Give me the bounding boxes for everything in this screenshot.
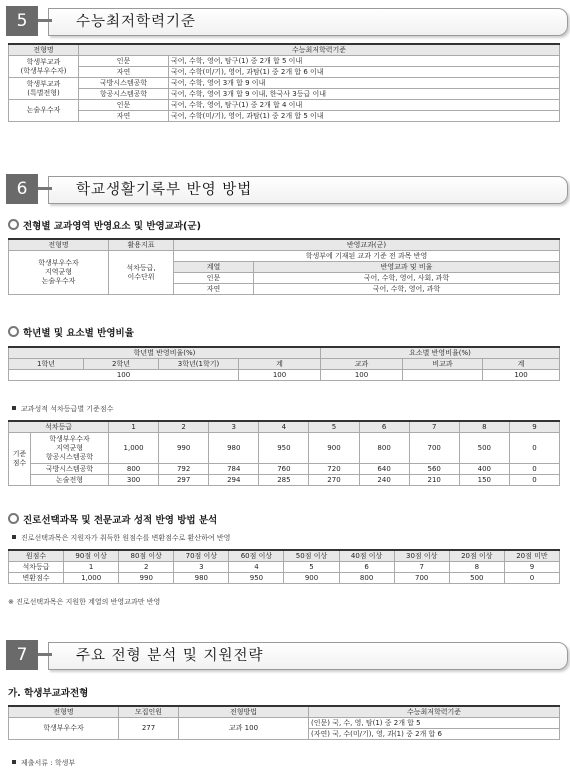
- table-cell: 3: [174, 562, 229, 573]
- table-cell: 297: [159, 475, 209, 486]
- table-cell: 980: [174, 573, 229, 584]
- table-cell: 300: [109, 475, 159, 486]
- circle-bullet-icon: [8, 326, 19, 337]
- table-cell: 5: [284, 562, 339, 573]
- table-cell: 784: [209, 464, 259, 475]
- admission-table: 전형명 모집인원 전형방법 수능최저학력기준 학생부우수자 277 교과 100 (인문) 국, 수, 영, 탐(1) 중 2개 합 5 (자연) 국, 수(미/기), 영, 과(1) 중 2개 합 6: [8, 705, 560, 740]
- circle-bullet-icon: [8, 219, 19, 230]
- table-cell: 석차등급: [9, 562, 64, 573]
- table-cell: 150: [459, 475, 509, 486]
- table-cell: 900: [309, 433, 359, 464]
- section-title: 주요 전형 분석 및 지원전략: [76, 648, 264, 664]
- table-cell: 270: [309, 475, 359, 486]
- table-cell: 0: [504, 573, 559, 584]
- table-cell: 900: [284, 573, 339, 584]
- square-bullet-icon: [12, 760, 16, 764]
- table-cell: 6: [339, 562, 394, 573]
- section-6-header: [6, 174, 566, 204]
- section-7-header: [6, 640, 566, 670]
- subject-table: 전형명 활용지표 반영교과(군) 학생부우수자 지역균형 논술우수자 석차등급, 이수단위 학생부에 기재된 교과 기준 전 과목 반영 계열 반영교과 및 비율 인문 국어, 수학, 영어, 사회, 과학 자연 국어, 수학, 영어, 과학: [8, 238, 560, 295]
- table-cell: 20점 이상: [449, 550, 504, 562]
- circle-bullet-icon: [8, 513, 19, 524]
- table-cell: 980: [209, 433, 259, 464]
- table-cell: 원점수: [9, 550, 64, 562]
- subsection-title: 가. 학생부교과전형: [8, 688, 89, 699]
- subsection-title: 진로선택과목 및 전문교과 성적 반영 방법 분석: [8, 512, 217, 526]
- table-cell: 950: [259, 433, 309, 464]
- table-cell: 500: [449, 573, 504, 584]
- table-cell: 800: [109, 464, 159, 475]
- table-cell: 285: [259, 475, 309, 486]
- table-cell: 0: [509, 475, 559, 486]
- table-cell: 1,000: [64, 573, 119, 584]
- section-5-header: [6, 6, 566, 36]
- table-cell: 560: [409, 464, 459, 475]
- table-cell: 720: [309, 464, 359, 475]
- section-number: 5: [6, 6, 38, 36]
- table-cell: 1,000: [109, 433, 159, 464]
- section-number: 6: [6, 174, 38, 204]
- table-cell: 0: [509, 433, 559, 464]
- table-cell: 700: [394, 573, 449, 584]
- table-cell: 500: [459, 433, 509, 464]
- table-cell: 2: [119, 562, 174, 573]
- table-cell: 8: [449, 562, 504, 573]
- table-cell: 792: [159, 464, 209, 475]
- table-cell: 990: [119, 573, 174, 584]
- table-cell: 80점 이상: [119, 550, 174, 562]
- table-cell: 변환점수: [9, 573, 64, 584]
- table-cell: 240: [359, 475, 409, 486]
- section-title: 학교생활기록부 반영 방법: [76, 182, 253, 198]
- table-cell: 60점 이상: [229, 550, 284, 562]
- table-cell: 760: [259, 464, 309, 475]
- table-cell: 400: [459, 464, 509, 475]
- note: 교과성적 석차등급별 기준점수: [8, 404, 113, 414]
- table-cell: 70점 이상: [174, 550, 229, 562]
- section-title: 수능최저학력기준: [76, 14, 197, 30]
- table-cell: 800: [359, 433, 409, 464]
- table-cell: 7: [394, 562, 449, 573]
- table-cell: 2: [159, 421, 209, 433]
- table-cell: 6: [359, 421, 409, 433]
- table-cell: 20점 미만: [504, 550, 559, 562]
- ratio-table: 학년별 반영비율(%) 요소별 반영비율(%) 1학년 2학년 3학년(1학기) 계 교과 비교과 계 100 100 100 100: [8, 346, 560, 381]
- table-cell: 40점 이상: [339, 550, 394, 562]
- table-cell: 294: [209, 475, 259, 486]
- table-cell: 640: [359, 464, 409, 475]
- table-cell: 210: [409, 475, 459, 486]
- table-cell: 30점 이상: [394, 550, 449, 562]
- min-standard-table: 전형명 수능최저학력기준 학생부교과 (학생부우수자) 인문 국어, 수학, 영어, 탐구(1) 중 2개 합 5 이내 자연 국어, 수학(미/기), 영어, 과탐(1) 중 2개 합 6 이내 학생부교과 (특별전형) 국방시스템공학 국어, 수학, 영어 3개 합 9 이내 항공시스템공학 국어, 수학, 영어 3개 합 9 이내, 한국사 3등급 이내 논술우수자 인문 국어, 수학, 영어, 탐구(1) 중 2개 합 4 이내 자연 국어, 수학(미/기), 영어, 과탐(1) 중 2개 합 5 이내: [8, 43, 560, 122]
- table-cell: 800: [339, 573, 394, 584]
- section-number: 7: [6, 640, 38, 670]
- subsection-title: 학년별 및 요소별 반영비율: [8, 325, 134, 339]
- table-cell: 5: [309, 421, 359, 433]
- note: 제출서류 : 학생부: [8, 758, 75, 768]
- table-cell: 3: [209, 421, 259, 433]
- subsection-title: 전형별 교과영역 반영요소 및 반영교과(군): [8, 218, 201, 232]
- table-cell: 4: [229, 562, 284, 573]
- table-cell: 0: [509, 464, 559, 475]
- conversion-table: [8, 549, 560, 584]
- table-cell: 9: [509, 421, 559, 433]
- table-cell: 8: [459, 421, 509, 433]
- table-cell: 700: [409, 433, 459, 464]
- square-bullet-icon: [12, 535, 16, 539]
- table-cell: 90점 이상: [64, 550, 119, 562]
- table-cell: 1: [109, 421, 159, 433]
- grade-score-table: 석차등급 1 2 3 4 5 6 7 8 9 기준 점수 학생부우수자 지역균형 항공시스템공학 1,000 990 980 950 900 800 700 500 0 국방시스템공학 800 792 784 760 720 640 560 400 0 논술전형 300 297 294 285 270 240 210 150 0: [8, 420, 560, 486]
- table-cell: 990: [159, 433, 209, 464]
- table-cell: 1: [64, 562, 119, 573]
- square-bullet-icon: [12, 406, 16, 410]
- table-cell: 4: [259, 421, 309, 433]
- table-cell: 950: [229, 573, 284, 584]
- table-cell: 9: [504, 562, 559, 573]
- table-cell: 7: [409, 421, 459, 433]
- table-cell: 50점 이상: [284, 550, 339, 562]
- note: 진로선택과목은 지원자가 취득한 원점수를 변환점수로 환산하여 반영: [8, 533, 230, 543]
- footnote: ※ 진로선택과목은 지원한 계열의 반영교과만 반영: [8, 598, 161, 606]
